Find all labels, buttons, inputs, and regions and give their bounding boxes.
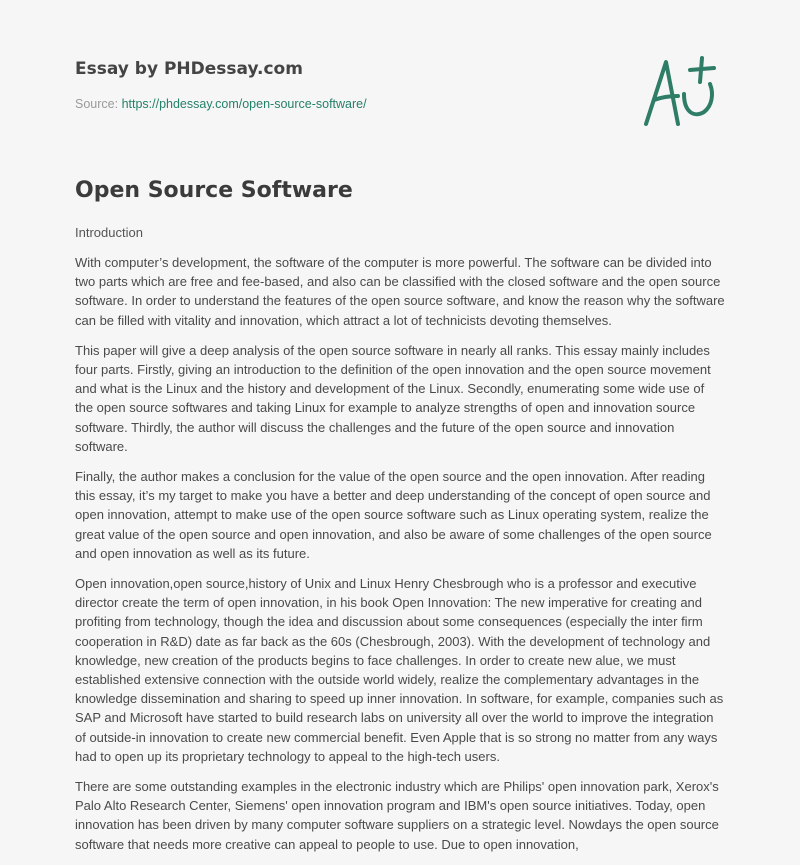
paragraph: There are some outstanding examples in the electronic industry which are Philips' open innovation park, Xerox's Palo Alto Research Center, Siemens' open innovation program and IBM's open source initiatives. Today, open innovation has been driven by many computer software suppliers on a strategic level. Nowdays the open source software that needs more creative can appeal to people to use. Due to open innovation, [75, 779, 719, 852]
essay-header [75, 58, 367, 112]
essay-title: Open Source Software [75, 178, 353, 203]
a-plus-grade-icon [640, 54, 730, 132]
source-line [75, 96, 367, 112]
paragraph: With computer’s development, the software of the computer is more powerful. The software can be divided into two parts which are free and fee-based, and also can be classified with the closed software and the open source software. In order to understand the features of the open source software, and know the reason why the software can be filled with vitality and innovation, which attract a lot of technicists devoting themselves. [75, 255, 725, 328]
paragraph: Finally, the author makes a conclusion for the value of the open source and the open innovation. After reading this essay, it’s my target to make you have a better and deep understanding of the concept of open source and open innovation, attempt to make use of the open source software such as Linux operating system, realize the great value of the open source and open innovation, and also be aware of some challenges of the open source and open innovation as well as its future. [75, 469, 712, 561]
paragraph: This paper will give a deep analysis of the open source software in nearly all ranks. This essay mainly includes four parts. Firstly, giving an introduction to the definition of the open innovation and the open source movement and what is the Linux and the history and development of the Linux. Secondly, enumerating some wide use of the open source softwares and taking Linux for example to analyze strengths of open and innovation source software. Thirdly, the author will discuss the challenges and the future of the open source and innovation software. [75, 342, 711, 454]
essay-body [75, 223, 725, 865]
site-title: Essay by PHDessay.com [75, 59, 303, 79]
source-label: Source: [75, 97, 122, 111]
source-link[interactable]: https://phdessay.com/open-source-software/ [121, 97, 367, 111]
paragraph: Open innovation,open source,history of Unix and Linux Henry Chesbrough who is a professor and executive director create the term of open innovation, in his book Open Innovation: The new imperative for creating and profiting from technology, though the idea and discussion about some consequences (especially the inter firm cooperation in R&D) date as far back as the 60s (Chesbrough, 2003). With the development of technology and knowledge, new creation of the products begins to face challenges. In order to create new alue, we must established extensive connection with the outside world widely, realize the complementary advantages in the knowledge dissemination and sharing to speed up inner innovation. In software, for example, companies such as SAP and Microsoft have started to build research labs on university all over the world to improve the integration of outside-in innovation to create new commercial benefit. Even Apple that is so strong no matter from any ways had to open up its proprietary technology to appeal to the high-tech users. [75, 576, 724, 764]
section-label-introduction: Introduction [75, 225, 143, 240]
